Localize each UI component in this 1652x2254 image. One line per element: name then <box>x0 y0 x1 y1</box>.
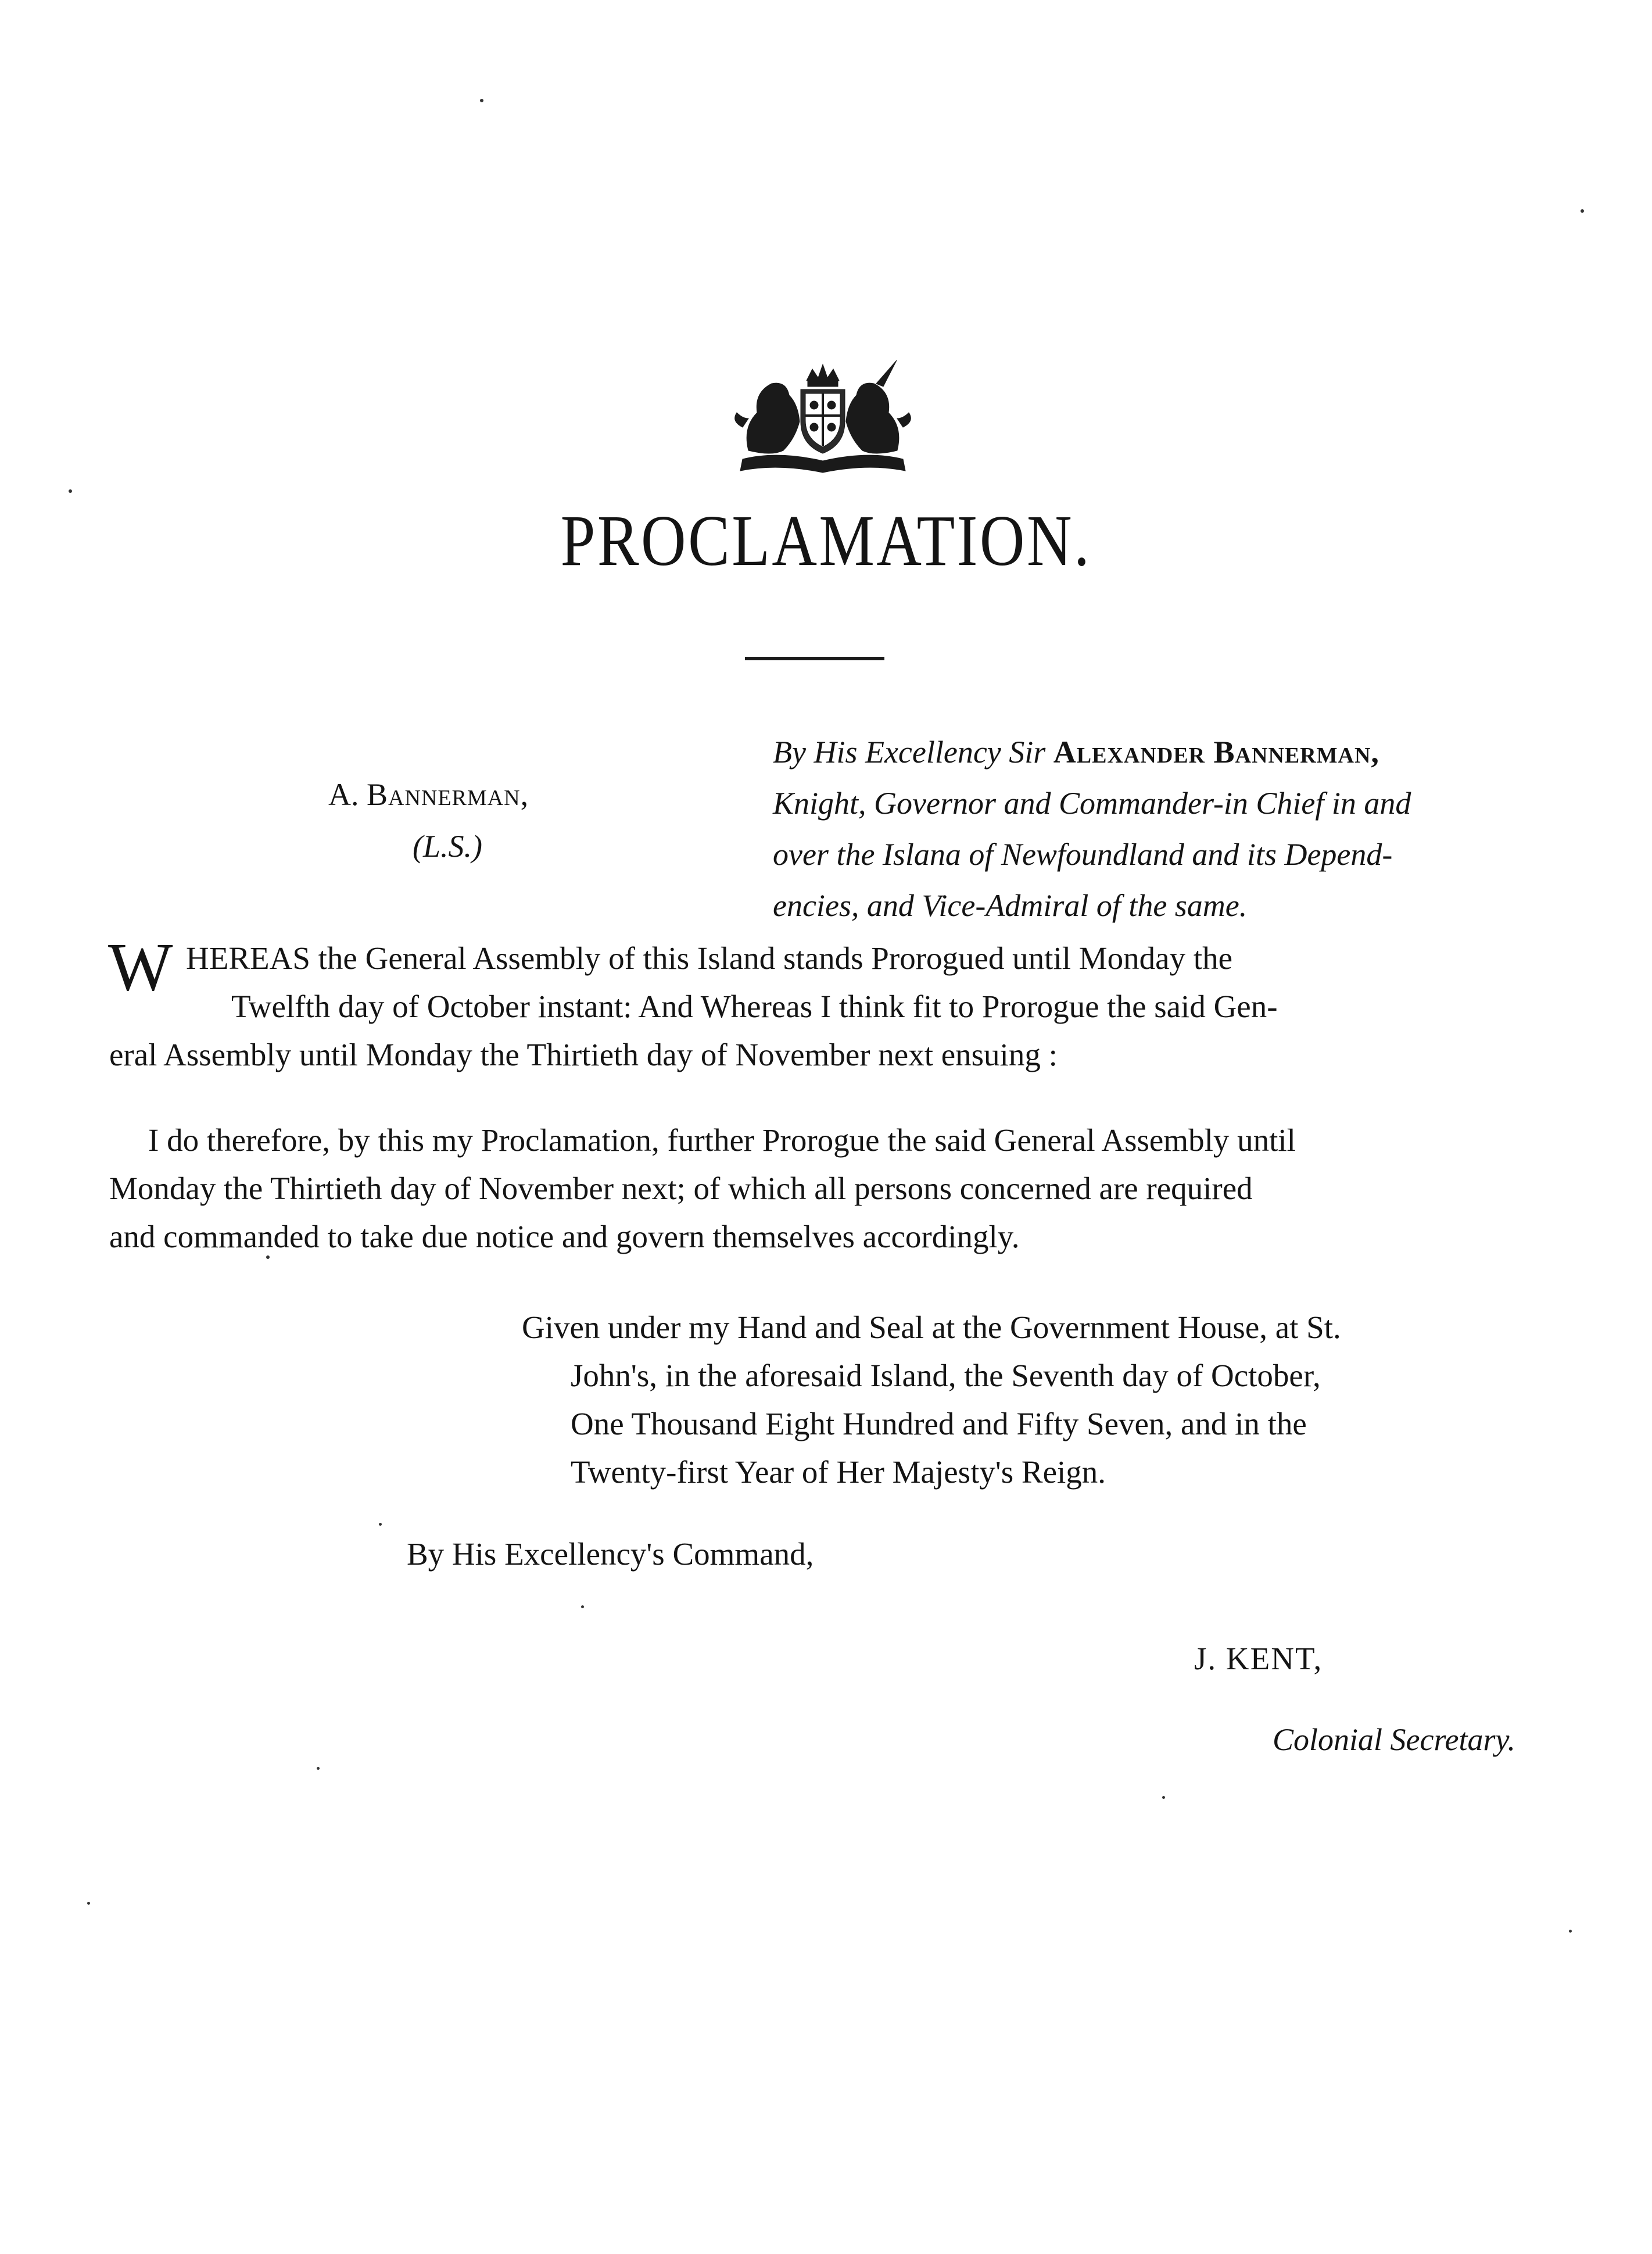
given-line-2: John's, in the aforesaid Island, the Seventh day of October, <box>571 1358 1321 1393</box>
scan-speck <box>379 1523 382 1526</box>
style-line-1 <box>773 727 1554 778</box>
scan-speck <box>480 99 483 102</box>
drop-cap: W <box>108 929 173 1005</box>
paragraph-2-line-3: and commanded to take due notice and govern themselves accordingly. <box>109 1219 1020 1254</box>
style-line-2: Knight, Governor and Commander-in Chief in and <box>773 786 1411 821</box>
scan-speck <box>69 489 72 493</box>
paragraph-1-line-2: Twelfth day of October instant: And Whereas I think fit to Prorogue the said Gen- <box>231 989 1278 1024</box>
signature-surname: Bannerman, <box>367 777 529 812</box>
secretary-title: Colonial Secretary. <box>1273 1722 1515 1757</box>
seal-mark: (L.S.) <box>413 829 482 864</box>
scan-speck <box>317 1767 320 1770</box>
paragraph-2-line-2: Monday the Thirtieth day of November next; of which all persons concerned are required <box>109 1171 1253 1206</box>
style-line-3: over the Islana of Newfoundland and its Depend- <box>773 837 1393 872</box>
style-line-1-prefix: By His Excellency Sir <box>773 735 1053 770</box>
given-line-4: Twenty-first Year of Her Majesty's Reign. <box>571 1454 1106 1490</box>
proclamation-title: PROCLAMATION. <box>560 501 1092 581</box>
governor-style-block <box>773 727 1554 931</box>
scan-speck <box>1569 1930 1572 1933</box>
signature-initial: A. <box>328 777 367 812</box>
given-line-1: Given under my Hand and Seal at the Government House, at St. <box>522 1310 1341 1345</box>
scan-speck <box>1581 209 1584 213</box>
governor-name: Alexander Bannerman, <box>1053 735 1379 770</box>
style-line-4: encies, and Vice-Admiral of the same. <box>773 888 1248 923</box>
paragraph-2-line-1: I do therefore, by this my Proclamation, further Prorogue the said General Assembly until <box>148 1122 1296 1158</box>
secretary-name: J. KENT, <box>1194 1641 1323 1676</box>
royal-coat-of-arms-icon <box>731 357 915 474</box>
scan-speck <box>87 1902 90 1905</box>
given-line-3: One Thousand Eight Hundred and Fifty Seven, and in the <box>571 1406 1307 1441</box>
governor-signature <box>328 777 529 813</box>
paragraph-1-line-1: HEREAS the General Assembly of this Island stands Prorogued until Monday the <box>186 940 1233 976</box>
scan-speck <box>1162 1796 1165 1799</box>
paragraph-1-line-3: eral Assembly until Monday the Thirtieth day of November next ensuing : <box>109 1037 1058 1072</box>
command-line: By His Excellency's Command, <box>407 1536 814 1572</box>
title-divider <box>745 657 884 660</box>
scan-speck <box>581 1605 584 1608</box>
scan-speck <box>266 1255 270 1259</box>
